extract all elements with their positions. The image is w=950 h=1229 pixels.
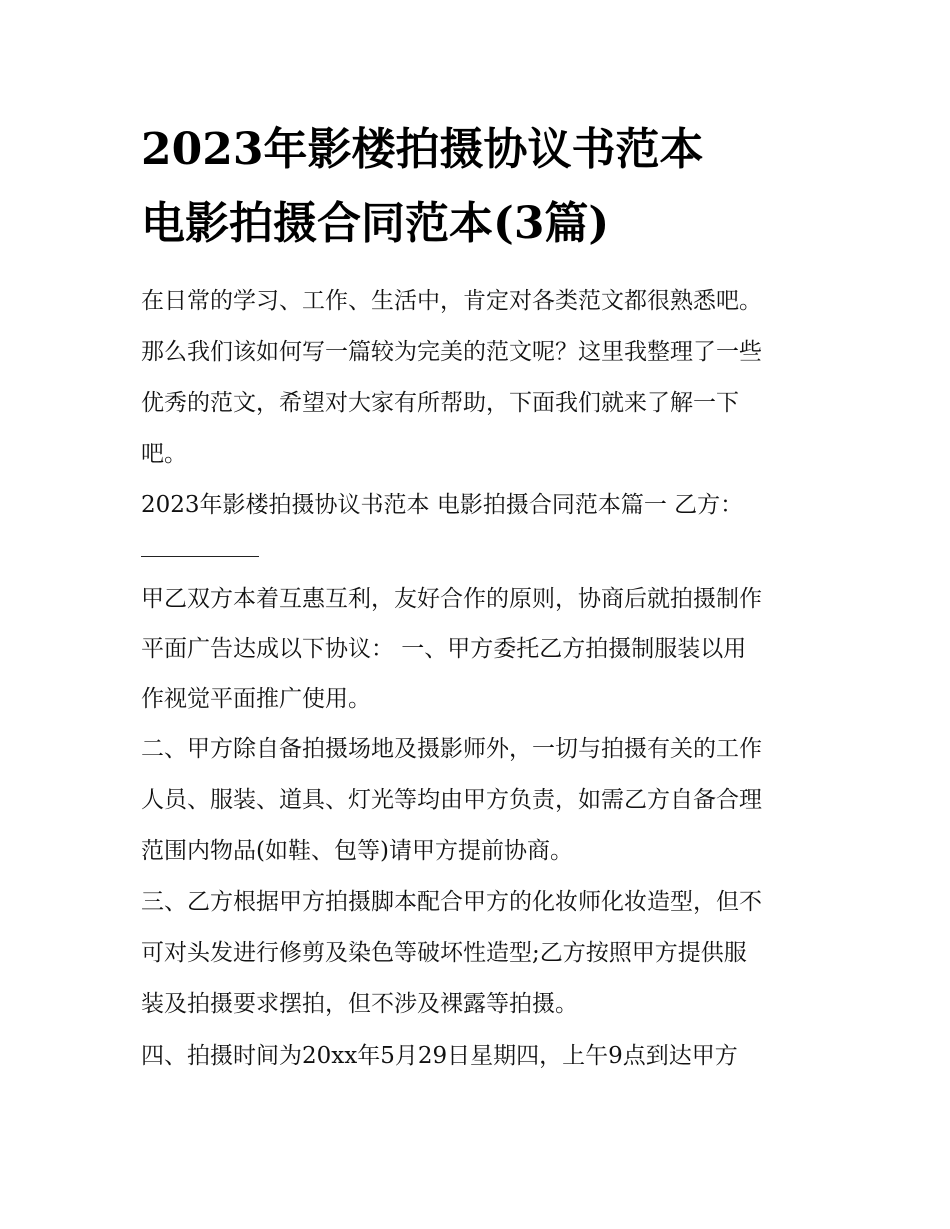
paragraph-line: 平面广告达成以下协议： 一、甲方委托乙方拍摄制服装以用 <box>141 636 747 662</box>
paragraph-line: 四、拍摄时间为20xx年5月29日星期四，上午9点到达甲方 <box>141 1043 738 1069</box>
paragraph-line: 那么我们该如何写一篇较为完美的范文呢？这里我整理了一些 <box>141 339 762 365</box>
paragraph-line: 吧。 <box>141 441 187 467</box>
document-title-line-2: 电影拍摄合同范本(3篇) <box>141 198 610 249</box>
paragraph-line: 作视觉平面推广使用。 <box>141 686 371 712</box>
paragraph-line: 甲乙双方本着互惠互利，友好合作的原则，协商后就拍摄制作 <box>141 586 762 612</box>
paragraph-line: 装及拍摄要求摆拍，但不涉及裸露等拍摄。 <box>141 991 578 1017</box>
paragraph-line: 可对头发进行修剪及染色等破坏性造型;乙方按照甲方提供服 <box>141 940 747 966</box>
signature-blank-underline <box>141 556 259 557</box>
paragraph-line: 三、乙方根据甲方拍摄脚本配合甲方的化妆师化妆造型，但不 <box>141 889 762 915</box>
paragraph-line: 优秀的范文，希望对大家有所帮助，下面我们就来了解一下 <box>141 390 739 416</box>
paragraph-line: 二、甲方除自备拍摄场地及摄影师外，一切与拍摄有关的工作 <box>141 736 762 762</box>
paragraph-line: 在日常的学习、工作、生活中，肯定对各类范文都很熟悉吧。 <box>141 288 762 314</box>
paragraph-line: 人员、服装、道具、灯光等均由甲方负责，如需乙方自备合理 <box>141 787 762 813</box>
paragraph-line: 2023年影楼拍摄协议书范本 电影拍摄合同范本篇一 乙方： <box>141 492 744 518</box>
paragraph-line: 范围内物品(如鞋、包等)请甲方提前协商。 <box>141 838 573 864</box>
document-title-line-1: 2023年影楼拍摄协议书范本 <box>141 124 704 175</box>
